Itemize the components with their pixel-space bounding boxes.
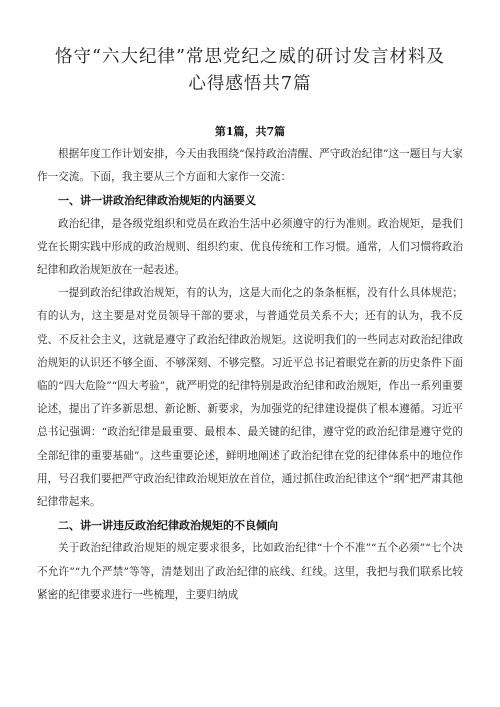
document-title (37, 0, 463, 98)
title-line-2: 心得感悟共7篇 (188, 74, 312, 94)
section-heading-1: 一、讲一讲政治纪律政治规矩的内涵要义 (58, 194, 256, 208)
section2-paragraph-1: 关于政治纪律政治规矩的规定要求很多，比如政治纪律“十个不准”“五个必须”“七个决不允许”“九个严禁”等等，清楚划出了政治纪律的底线、红线。这里，我把与我们联系比较紧密的纪律要求进行一些梳理，主要归纳成 (37, 542, 463, 601)
section-heading-2: 二、讲一讲违反政治纪律政治规矩的不良倾向 (58, 519, 278, 533)
intro-paragraph: 根据年度工作计划安排，今天由我围绕“保持政治清醒、严守政治纪律”这一题目与大家作一交流。下面，我主要从三个方面和大家作一交流： (37, 148, 463, 184)
title-line-1: 恪守“六大纪律”常思党纪之威的研讨发言材料及 (55, 47, 445, 67)
section1-paragraph-2: 一提到政治纪律政治规矩，有的认为，这是大而化之的条条框框，没有什么具体规范；有的认为，这主要是对党员领导干部的要求，与普通党员关系不大；还有的认为，我不反党、不反社会主义，这就是遵守了政治纪律政治规矩。这说明我们的一些同志对政治纪律政治规矩的认识还不够全面、不够深刻、不够完整。习近平总书记着眼党在新的历史条件下面临的“四大危险”“四大考验”，就严明党的纪律特别是政治纪律和政治规矩，作出一系列重要论述，提出了许多新思想、新论断、新要求，为加强党的纪律建设提供了根本遵循。习近平总书记强调：“政治纪律是最重要、最根本、最关键的纪律，遵守党的政治纪律是遵守党的全部纪律的重要基础”。这些重要论述，鲜明地阐述了政治纪律在党的纪律体系中的地位作用，号召我们要把严守政治纪律政治规矩放在首位，通过抓住政治纪律这个“纲”把严肃其他纪律带起来。 (37, 287, 463, 509)
article-counter: 第1篇，共7篇 (214, 125, 286, 138)
section1-paragraph-1: 政治纪律，是各级党组织和党员在政治生活中必须遵守的行为准则。政治规矩，是我们党在长期实践中形成的政治规则、组织约束、优良传统和工作习惯。通常，人们习惯将政治纪律和政治规矩放在一起表述。 (37, 217, 463, 277)
